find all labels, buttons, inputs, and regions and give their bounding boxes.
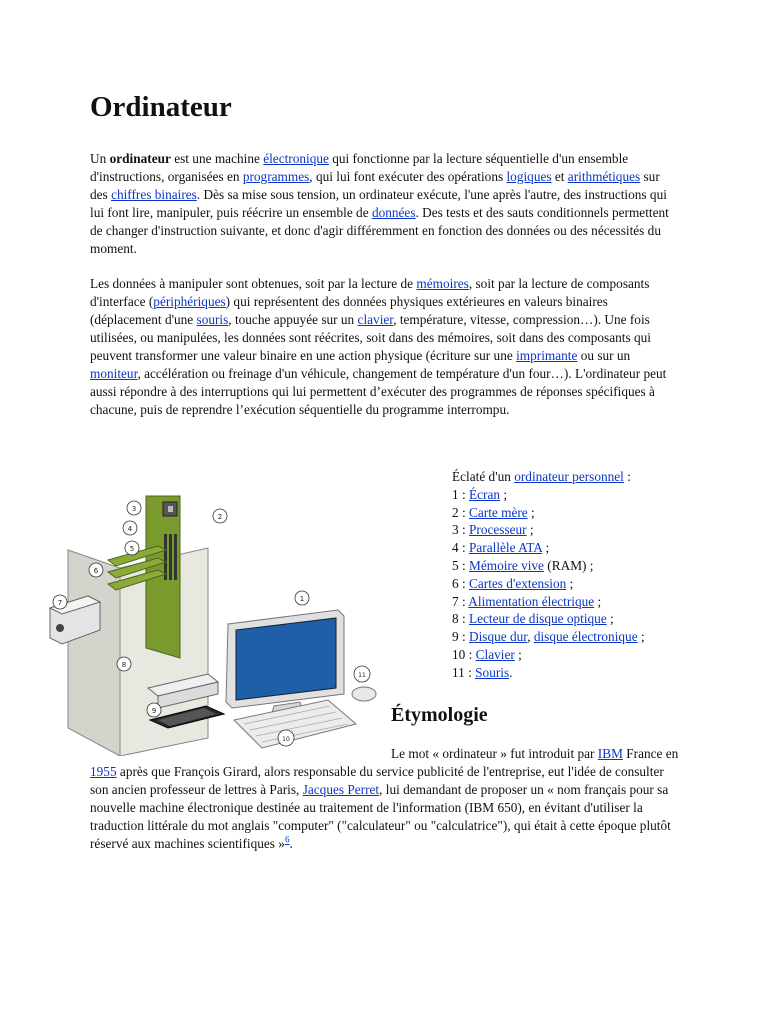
text: 6 :: [452, 575, 469, 591]
legend-item: [452, 610, 752, 628]
link-logiques[interactable]: logiques: [506, 169, 552, 184]
legend-item: [452, 557, 752, 575]
text: 4 :: [452, 540, 469, 556]
text: ;: [542, 540, 550, 556]
legend-link[interactable]: Processeur: [469, 522, 527, 538]
link-programmes[interactable]: programmes: [242, 169, 310, 184]
text: 10 :: [452, 646, 476, 662]
link-donnees[interactable]: données: [371, 205, 416, 220]
text: , touche appuyée sur un: [228, 312, 358, 327]
text: 2 :: [452, 504, 469, 520]
text: ou sur un: [577, 348, 631, 363]
legend-link[interactable]: Carte mère: [469, 504, 528, 520]
legend-link[interactable]: Lecteur de disque optique: [469, 611, 607, 627]
callout-label: 4: [127, 525, 133, 533]
text: ,: [527, 629, 534, 645]
callout-label: 6: [93, 567, 99, 575]
text: ;: [514, 646, 522, 662]
legend-link[interactable]: Disque dur: [469, 629, 528, 645]
etymology-paragraph: [90, 745, 680, 853]
text: 11 :: [452, 664, 476, 680]
callout-label: 3: [131, 505, 137, 513]
legend-link[interactable]: Alimentation électrique: [468, 593, 595, 609]
link-moniteur[interactable]: moniteur: [90, 366, 138, 381]
bold-term: ordinateur: [109, 151, 171, 166]
text: ;: [594, 593, 602, 609]
legend-item: [452, 486, 752, 504]
reference-link[interactable]: 6: [284, 834, 290, 845]
text: Le mot « ordinateur » fut introduit par: [391, 746, 598, 761]
link-ibm[interactable]: IBM: [597, 746, 623, 761]
text: 9 :: [452, 629, 469, 645]
legend-item: [452, 521, 752, 539]
text: Un: [90, 151, 110, 166]
legend-link[interactable]: Parallèle ATA: [469, 540, 543, 556]
link-chiffres-binaires[interactable]: chiffres binaires: [111, 187, 197, 202]
text: . Dès sa mise sous tension, un ordinateur exécute, l'une après l'autre, des instructions qui lui font lire, manipuler, puis réécrire un ensemble de: [90, 187, 667, 220]
legend-link[interactable]: Cartes d'extension: [469, 575, 567, 591]
text: après que François Girard, alors responsable du service publicité de l'entreprise, eut l'idée de consulter son ancien professeur de lettres à Paris,: [90, 764, 664, 797]
callout-label: 2: [217, 513, 223, 521]
text: .: [509, 664, 513, 680]
callout-label: 8: [121, 661, 127, 669]
legend-item: [452, 664, 752, 682]
text: ;: [500, 486, 508, 502]
callout-label: 7: [57, 599, 63, 607]
text: 5 :: [452, 557, 469, 573]
link-memoires[interactable]: mémoires: [416, 276, 469, 291]
data-paragraph: [90, 275, 678, 419]
text: . Des tests et des sauts conditionnels permettent de changer d'instruction suivante, et donc d'agir différemment en fonction des données ou des nécessités du moment.: [90, 205, 669, 256]
text: , accélération ou freinage d'un véhicule, changement de température d'un four…). L'ordinateur peut aussi répondre à des interruptions qui lui permettent d’exécuter des programmes de réponses spécifiques à chacune, puis de reprendre l’exécution séquentielle du programme interrompu.: [90, 366, 667, 417]
legend-link[interactable]: Mémoire vive: [469, 557, 544, 573]
text: , lui demandant de proposer un « nom français pour sa nouvelle machine électronique destinée au traitement de l'information (IBM 650), en évitant d'utiliser la traduction littérale du mot anglais "computer" ("calculateur" ou "calculatrice"), qui était à cette époque plutôt réservé aux machines scientifiques »: [90, 782, 671, 851]
link-ordinateur-personnel[interactable]: ordinateur personnel: [514, 469, 624, 484]
link-imprimante[interactable]: imprimante: [516, 348, 578, 363]
legend-item: [452, 646, 752, 664]
callout-label: 5: [129, 545, 135, 553]
text: France en: [622, 746, 679, 761]
text: 7 :: [452, 593, 469, 609]
text: ;: [606, 611, 614, 627]
legend-item: [452, 593, 752, 611]
text: sur des: [90, 169, 660, 202]
callout-label: 1: [299, 595, 305, 603]
figure-legend: [452, 468, 752, 682]
page-title: Ordinateur: [90, 91, 232, 123]
legend-link[interactable]: Souris: [475, 664, 510, 680]
text: ;: [566, 575, 574, 591]
legend-item: [452, 575, 752, 593]
legend-link[interactable]: Écran: [469, 486, 501, 502]
callout-label: 10: [282, 736, 290, 743]
legend-item: [452, 628, 752, 646]
legend-item: [452, 539, 752, 557]
text: ;: [527, 504, 535, 520]
text: ) qui représentent des données physiques extérieures en valeurs binaires (déplacement d'une: [90, 294, 608, 327]
text: Éclaté d'un: [452, 469, 515, 484]
legend-intro: [452, 468, 752, 486]
text: , soit par la lecture de composants d'interface (: [90, 276, 650, 309]
section-heading-etymologie: Étymologie: [391, 704, 488, 726]
link-clavier[interactable]: clavier: [357, 312, 394, 327]
text: 1 :: [452, 486, 469, 502]
text: ;: [526, 522, 534, 538]
link-jacques-perret[interactable]: Jacques Perret: [302, 782, 380, 797]
text: et: [551, 169, 568, 184]
link-peripheriques[interactable]: périphériques: [153, 294, 226, 309]
text: , température, vitesse, compression…). Une fois utilisées, ou manipulées, les données sont réécrites, soit dans des mémoires, soit dans des composants qui peuvent transformer une valeur binaire en une action physique (écriture sur une: [90, 312, 651, 363]
text: qui fonctionne par la lecture séquentielle d'un ensemble d'instructions, organisées en: [90, 151, 629, 184]
text: .: [289, 836, 293, 851]
callout-label: 9: [151, 707, 157, 715]
text: (RAM) ;: [543, 557, 594, 573]
text: ;: [637, 629, 645, 645]
legend-item: [452, 504, 752, 522]
text: 8 :: [452, 611, 469, 627]
text: Les données à manipuler sont obtenues, soit par la lecture de: [90, 276, 417, 291]
link-arithmetiques[interactable]: arithmétiques: [567, 169, 641, 184]
text: est une machine: [170, 151, 264, 166]
exploded-pc-illustration: [38, 488, 380, 756]
legend-link[interactable]: disque électronique: [533, 629, 638, 645]
text: :: [623, 469, 631, 484]
article: [90, 90, 678, 436]
text: , qui lui font exécuter des opérations: [309, 169, 507, 184]
text: 3 :: [452, 522, 469, 538]
link-1955[interactable]: 1955: [90, 764, 117, 779]
legend-link[interactable]: Clavier: [475, 646, 515, 662]
callout-label: 11: [358, 672, 366, 679]
link-souris[interactable]: souris: [196, 312, 229, 327]
intro-paragraph: [90, 150, 678, 258]
link-electronique[interactable]: électronique: [263, 151, 329, 166]
